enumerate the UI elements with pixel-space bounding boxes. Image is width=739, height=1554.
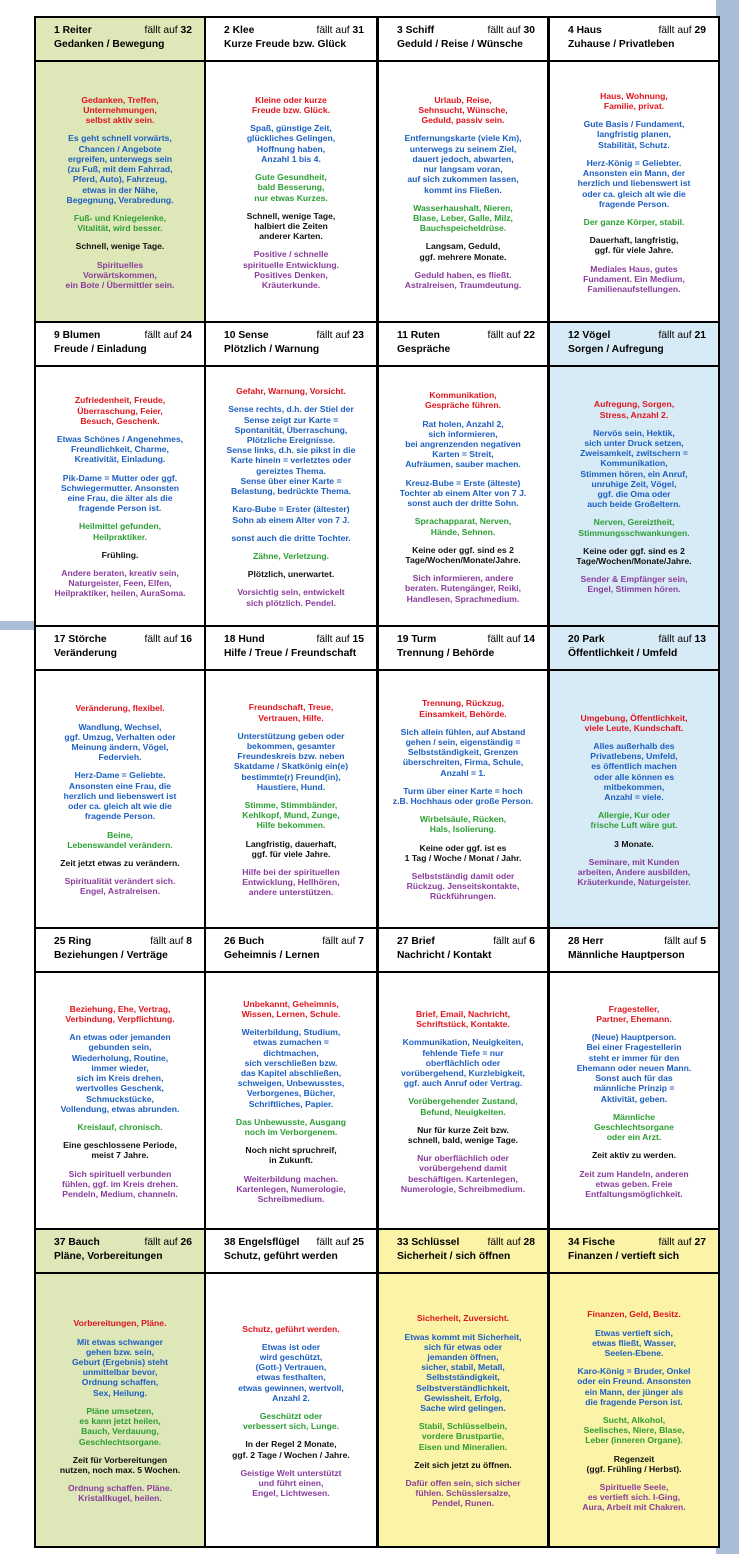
card-header: [36, 929, 204, 973]
meaning-text: In der Regel 2 Monate, ggf. 2 Tage / Wochen / Jahre.: [232, 1439, 350, 1460]
falls-on-prefix: fällt auf: [144, 330, 178, 341]
falls-on-number: 21: [694, 330, 706, 341]
card-title: 25 Ring: [54, 936, 92, 947]
meaning-text: Hilfe bei der spirituellen Entwicklung, Hellhören, andere unterstützen.: [242, 867, 340, 898]
falls-on-label: [150, 935, 192, 949]
card: [36, 18, 204, 321]
falls-on-label: [322, 935, 364, 949]
card-header: [206, 627, 376, 671]
meaning-text: Umgebung, Öffentlichkeit, viele Leute, Kundschaft.: [580, 712, 688, 733]
meaning-text: Das Unbewusste, Ausgang noch im Verborgenem.: [236, 1116, 346, 1137]
card-body: [36, 64, 204, 321]
card-body: [550, 369, 718, 625]
meaning-text: Pik-Dame = Mutter oder ggf. Schwiegermutter. Ansonsten eine Frau, die älter als die fragende Person ist.: [60, 472, 180, 514]
meaning-text: Nervös sein, Hektik, sich unter Druck setzen, Zweisamkeit, zwitschern = Kommunikation, Stimmen hören, ein Anruf, unruhige Zeit, Vögel, ggf. die Oma oder auch beide Großeltern.: [580, 427, 688, 510]
meaning-text: Zeit sich jetzt zu öffnen.: [414, 1459, 512, 1470]
falls-on-label: [144, 1236, 192, 1250]
meaning-text: Aufregung, Sorgen, Stress, Anzahl 2.: [593, 399, 675, 420]
meaning-text: Schnell, wenige Tage.: [75, 241, 165, 252]
meaning-text: Zeit aktiv zu werden.: [591, 1150, 677, 1161]
meaning-text: Alles außerhalb des Privatlebens, Umfeld, es öffentlich machen oder alle können es mitbekommen, Anzahl = viele.: [590, 740, 678, 802]
meaning-text: Regenzeit (ggf. Frühling / Herbst).: [586, 1453, 682, 1474]
falls-on-label: [658, 329, 706, 343]
meaning-text: Brief, Email, Nachricht, Schriftstück, Kontakte.: [415, 1008, 511, 1030]
card-header: [206, 929, 376, 973]
card-body: [379, 1276, 547, 1546]
card-subtitle: Plötzlich / Warnung: [224, 344, 320, 355]
card-body: [550, 64, 718, 321]
meaning-text: Gute Gesundheit, bald Besserung, nur etwas Kurzes.: [254, 172, 328, 203]
card: [36, 1230, 204, 1546]
card-title: 19 Turm: [397, 634, 437, 645]
meaning-text: Beine, Lebenswandel verändern.: [67, 829, 173, 850]
card-subtitle: Veränderung: [54, 648, 117, 659]
card-title: 17 Störche: [54, 634, 107, 645]
card-body: [36, 975, 204, 1228]
meaning-text: Freundschaft, Treue, Vertrauen, Hilfe.: [248, 702, 334, 723]
meaning-text: Seminare, mit Kunden arbeiten, Andere ausbilden, Kräuterkunde, Naturgeister.: [577, 856, 691, 888]
meaning-text: Turm über einer Karte = hoch z.B. Hochhaus oder große Person.: [392, 785, 534, 806]
falls-on-prefix: fällt auf: [144, 25, 178, 36]
falls-on-prefix: fällt auf: [487, 1237, 521, 1248]
card-body: [206, 369, 376, 625]
card: [206, 627, 376, 927]
card-header: [36, 1230, 204, 1274]
falls-on-number: 30: [523, 25, 535, 36]
card-title: 27 Brief: [397, 936, 435, 947]
card-header: [550, 1230, 718, 1274]
card-body: [379, 64, 547, 321]
meaning-text: Spiritualität verändert sich. Engel, Astralreisen.: [64, 876, 176, 897]
falls-on-number: 8: [186, 936, 192, 947]
meaning-text: Heilmittel gefunden, Heilpraktiker.: [78, 521, 162, 542]
card-title: 34 Fische: [568, 1237, 615, 1248]
meaning-text: Kommunikation, Neuigkeiten, fehlende Tiefe = nur oberflächlich oder vorübergehend, Kurzlebigkeit, ggf. auch Anruf oder Vertrag.: [401, 1037, 525, 1089]
meaning-text: Zeit jetzt etwas zu verändern.: [60, 857, 180, 868]
card-title: 4 Haus: [568, 25, 602, 36]
falls-on-prefix: fällt auf: [144, 634, 178, 645]
meaning-text: Beziehung, Ehe, Vertrag, Verbindung, Verpflichtung.: [65, 1003, 175, 1025]
meaning-text: Wirbelsäule, Rücken, Hals, Isolierung.: [419, 814, 507, 835]
card: [379, 323, 547, 625]
meaning-text: Noch nicht spruchreif, in Zukunft.: [245, 1145, 337, 1166]
card-header: [379, 18, 547, 62]
card-title: 2 Klee: [224, 25, 255, 36]
falls-on-number: 13: [694, 634, 706, 645]
card-subtitle: Pläne, Vorbereitungen: [54, 1251, 163, 1262]
card-subtitle: Gespräche: [397, 344, 451, 355]
meaning-text: Urlaub, Reise, Sehnsucht, Wünsche, Geduld, passiv sein.: [418, 94, 508, 126]
falls-on-label: [144, 633, 192, 647]
meaning-text: Finanzen, Geld, Besitz.: [587, 1309, 681, 1320]
card-body: [206, 975, 376, 1228]
meaning-text: Herz-Dame = Geliebte. Ansonsten eine Frau, die herzlich und liebenswert ist oder ca. gleich alt wie die fragende Person.: [63, 770, 177, 822]
meaning-text: Haus, Wohnung, Familie, privat.: [600, 90, 668, 112]
card: [550, 18, 718, 321]
card-header: [36, 627, 204, 671]
card-subtitle: Kurze Freude bzw. Glück: [224, 39, 347, 50]
meaning-text: Langsam, Geduld, ggf. mehrere Monate.: [419, 241, 507, 262]
meaning-text: Herz-König = Geliebter. Ansonsten ein Mann, der herzlich und liebenswert ist oder ca. gleich alt wie die fragende Person.: [577, 157, 691, 209]
card-body: [206, 64, 376, 321]
card-body: [379, 673, 547, 927]
meaning-text: An etwas oder jemanden gebunden sein, Wiederholung, Routine, immer wieder, sich im Kreis drehen, wertvolles Geschenk, Schmuckstücke, Vollendung, etwas abrunden.: [60, 1032, 180, 1114]
card-header: [550, 627, 718, 671]
card-body: [36, 1276, 204, 1546]
meaning-text: Nur für kurze Zeit bzw. schnell, bald, wenige Tage.: [407, 1124, 519, 1145]
meaning-text: Pläne umsetzen, es kann jetzt heilen, Bauch, Verdauung, Geschlechtsorgane.: [78, 1405, 162, 1447]
meaning-text: Kreislauf, chronisch.: [77, 1121, 163, 1132]
card-subtitle: Gedanken / Bewegung: [54, 39, 165, 50]
meaning-text: Zeit für Vorbereitungen nutzen, noch max. 5 Wochen.: [59, 1454, 181, 1475]
card-subtitle: Sicherheit / sich öffnen: [397, 1251, 511, 1262]
falls-on-number: 28: [523, 1237, 535, 1248]
card-subtitle: Geduld / Reise / Wünsche: [397, 39, 523, 50]
card-title: 3 Schiff: [397, 25, 435, 36]
card-body: [206, 1276, 376, 1546]
falls-on-label: [493, 935, 535, 949]
falls-on-number: 23: [352, 330, 364, 341]
meaning-text: Männliche Geschlechtsorgane oder ein Arzt.: [594, 1111, 674, 1143]
meaning-text: Sucht, Alkohol, Seelisches, Niere, Blase, Leber (inneren Organe).: [583, 1415, 685, 1446]
meaning-text: Sender & Empfänger sein, Engel, Stimmen hören.: [580, 574, 688, 595]
card-title: 12 Vögel: [568, 330, 611, 341]
meaning-text: Nur oberflächlich oder vorübergehend damit beschäftigen. Kartenlegen, Numerologie, Schreibmedium.: [400, 1153, 526, 1194]
meaning-text: Gedanken, Treffen, Unternehmungen, selbst aktiv sein.: [81, 94, 159, 126]
falls-on-number: 32: [180, 25, 192, 36]
meaning-text: Schutz, geführt werden.: [242, 1323, 340, 1334]
meaning-text: Weiterbildung, Studium, etwas zumachen = dichtmachen, sich verschließen bzw. das Kapitel abschließen, schweigen, Unbewusstes, Verborgenes, Bücher, Schriftliches, Papier.: [237, 1027, 345, 1109]
meaning-text: Rat holen, Anzahl 2, sich informieren, bei angrenzenden negativen Karten = Streit, Aufräumen, sauber machen.: [405, 418, 521, 470]
card-title: 37 Bauch: [54, 1237, 100, 1248]
card-title: 38 Engelsflügel: [224, 1237, 300, 1248]
card: [379, 929, 547, 1228]
card-title: 9 Blumen: [54, 330, 101, 341]
card-header: [379, 323, 547, 367]
falls-on-prefix: fällt auf: [316, 330, 350, 341]
meaning-text: Geistige Welt unterstützt und führt einen, Engel, Lichtwesen.: [240, 1467, 342, 1499]
meaning-text: Kommunikation, Gespräche führen.: [425, 390, 501, 411]
card-subtitle: Beziehungen / Verträge: [54, 950, 168, 961]
falls-on-prefix: fällt auf: [316, 1237, 350, 1248]
meaning-text: Dafür offen sein, sich sicher fühlen. Schüsslersalze, Pendel, Runen.: [405, 1478, 521, 1509]
falls-on-label: [487, 329, 535, 343]
meaning-text: Etwas vertieft sich, etwas fließt, Wasser, Seelen-Ebene.: [592, 1327, 676, 1358]
meaning-text: Der ganze Körper, stabil.: [583, 216, 685, 227]
meaning-text: Sich spirituell verbunden fühlen, ggf. im Kreis drehen. Pendeln, Medium, channeln.: [61, 1168, 179, 1199]
card: [206, 1230, 376, 1546]
falls-on-prefix: fällt auf: [322, 936, 356, 947]
card-subtitle: Trennung / Behörde: [397, 648, 495, 659]
meaning-text: Zufriedenheit, Freude, Überraschung, Feier, Besuch, Geschenk.: [74, 395, 166, 426]
card: [550, 627, 718, 927]
falls-on-label: [658, 633, 706, 647]
card: [550, 323, 718, 625]
card-header: [379, 929, 547, 973]
card-header: [206, 1230, 376, 1274]
falls-on-prefix: fällt auf: [150, 936, 184, 947]
falls-on-number: 31: [352, 25, 364, 36]
card-title: 20 Park: [568, 634, 605, 645]
meaning-text: Unterstützung geben oder bekommen, gesamter Freundeskreis bzw. neben Skatdame / Skatkönig ein(e) bestimmte(r) Freund(in), Haustiere, Hund.: [233, 730, 349, 792]
meaning-text: Kleine oder kurze Freude bzw. Glück.: [252, 94, 330, 116]
falls-on-number: 6: [529, 936, 535, 947]
meaning-text: Geduld haben, es fließt. Astralreisen, Traumdeutung.: [404, 269, 522, 290]
falls-on-prefix: fällt auf: [316, 25, 350, 36]
card: [550, 929, 718, 1228]
meaning-text: Keine oder ggf. sind es 2 Tage/Wochen/Monate/Jahre.: [576, 545, 692, 567]
meaning-text: Stabil, Schlüsselbein, vordere Brustpartie, Eisen und Mineralien.: [418, 1421, 508, 1452]
meaning-text: Ordnung schaffen. Pläne. Kristallkugel, heilen.: [67, 1483, 173, 1504]
card: [206, 929, 376, 1228]
meaning-text: Mediales Haus, gutes Fundament. Ein Medium, Familienaufstellungen.: [583, 263, 685, 294]
card: [36, 323, 204, 625]
card: [206, 18, 376, 321]
meaning-text: Sich informieren, andere beraten. Rutengänger, Reiki, Handlesen, Sprachmedium.: [404, 573, 522, 604]
falls-on-prefix: fällt auf: [493, 936, 527, 947]
card-header: [550, 323, 718, 367]
meaning-text: Kreuz-Bube = Erste (älteste) Tochter ab einem Alter von 7 J. sonst auch der dritte Sohn.: [399, 477, 527, 509]
meaning-text: Entfernungskarte (viele Km), unterwegs zu seinem Ziel, dauert jedoch, abwarten, nur langsam voran, auf sich zukommen lassen, kommt ins Fließen.: [404, 133, 522, 195]
meaning-text: Stimme, Stimmbänder, Kehlkopf, Mund, Zunge, Hilfe bekommen.: [242, 800, 340, 831]
card-subtitle: Nachricht / Kontakt: [397, 950, 492, 961]
card-body: [379, 975, 547, 1228]
card-subtitle: Hilfe / Treue / Freundschaft: [224, 648, 357, 659]
card-header: [379, 627, 547, 671]
card-body: [550, 1276, 718, 1546]
meaning-text: Positive / schnelle spirituelle Entwicklung. Positives Denken, Kräuterkunde.: [243, 249, 339, 290]
meaning-text: Nerven, Gereiztheit, Stimmungsschwankungen.: [578, 517, 690, 538]
card: [206, 323, 376, 625]
falls-on-label: [487, 24, 535, 38]
meaning-text: Keine oder ggf. ist es 1 Tag / Woche / Monat / Jahr.: [404, 842, 522, 863]
card: [550, 1230, 718, 1546]
card-subtitle: Männliche Hauptperson: [568, 950, 685, 961]
falls-on-label: [316, 1236, 364, 1250]
meaning-text: Sprachapparat, Nerven, Hände, Sehnen.: [414, 516, 512, 537]
meaning-text: Unbekannt, Geheimnis, Wissen, Lernen, Schule.: [241, 998, 341, 1019]
falls-on-prefix: fällt auf: [658, 1237, 692, 1248]
card: [36, 929, 204, 1228]
card-subtitle: Sorgen / Aufregung: [568, 344, 664, 355]
card: [36, 627, 204, 927]
card-subtitle: Zuhause / Privatleben: [568, 39, 675, 50]
falls-on-label: [487, 1236, 535, 1250]
meaning-text: Fragesteller, Partner, Ehemann.: [596, 1003, 672, 1025]
falls-on-label: [316, 24, 364, 38]
meaning-text: Zähne, Verletzung.: [253, 550, 329, 561]
card-subtitle: Freude / Einladung: [54, 344, 147, 355]
meaning-text: Trennung, Rückzug, Einsamkeit, Behörde.: [419, 698, 507, 719]
meaning-text: Geschützt oder verbessert sich, Lunge.: [243, 1411, 339, 1432]
meaning-text: Spirituelle Seele, es vertieft sich. I-Ging, Aura, Arbeit mit Chakren.: [582, 1482, 686, 1513]
card-header: [379, 1230, 547, 1274]
falls-on-label: [664, 935, 706, 949]
card-header: [550, 929, 718, 973]
card-header: [206, 323, 376, 367]
falls-on-prefix: fällt auf: [658, 25, 692, 36]
card-title: 10 Sense: [224, 330, 269, 341]
card-header: [36, 323, 204, 367]
meaning-text: sonst auch die dritte Tochter.: [231, 532, 351, 543]
meaning-text: Frühling.: [101, 549, 139, 560]
falls-on-label: [144, 24, 192, 38]
falls-on-prefix: fällt auf: [487, 634, 521, 645]
meaning-text: Es geht schnell vorwärts, Chancen / Angebote ergreifen, unterwegs sein (zu Fuß, mit dem Fahrrad, Pferd, Auto), Fahrzeug, etwas in der Nähe, Begegnung, Verabredung.: [66, 133, 174, 205]
falls-on-label: [658, 1236, 706, 1250]
meaning-text: Mit etwas schwanger gehen bzw. sein, Geburt (Ergebnis) steht unmittelbar bevor, Ordnung schaffen, Sex, Heilung.: [72, 1336, 168, 1398]
card-grid: [34, 16, 720, 1548]
meaning-text: Plötzlich, unerwartet.: [247, 569, 335, 580]
card-title: 18 Hund: [224, 634, 265, 645]
card-body: [550, 975, 718, 1228]
meaning-text: Selbstständig damit oder Rückzug. Jenseitskontakte, Rückführungen.: [406, 871, 520, 902]
meaning-text: Spirituelles Vorwärtskommen, ein Bote / Übermittler sein.: [65, 259, 175, 290]
divider-accent: [0, 621, 38, 630]
meaning-text: Sicherheit, Zuversicht.: [416, 1313, 510, 1324]
meaning-text: Etwas ist oder wird geschützt, (Gott-) Vertrauen, etwas festhalten, etwas gewinnen, wertvoll, Anzahl 2.: [238, 1341, 344, 1403]
meaning-text: Wandlung, Wechsel, ggf. Umzug, Verhalten oder Meinung ändern, Vögel, Federvieh.: [64, 721, 176, 763]
falls-on-prefix: fällt auf: [316, 634, 350, 645]
meaning-text: (Neue) Hauptperson. Bei einer Fragestellerin steht er immer für den Ehemann oder neuen Mann. Sonst auch für das männliche Prinzip = Aktivität, geben.: [576, 1032, 692, 1104]
falls-on-number: 29: [694, 25, 706, 36]
falls-on-label: [658, 24, 706, 38]
card-subtitle: Geheimnis / Lernen: [224, 950, 320, 961]
meaning-text: Andere beraten, kreativ sein, Naturgeister, Feen, Elfen, Heilpraktiker, heilen, AuraSoma.: [54, 568, 186, 599]
meaning-text: Zeit zum Handeln, anderen etwas geben. Freie Entfaltungsmöglichkeit.: [579, 1168, 689, 1199]
card-header: [206, 18, 376, 62]
meaning-text: 3 Monate.: [614, 838, 654, 849]
falls-on-number: 27: [694, 1237, 706, 1248]
falls-on-number: 7: [358, 936, 364, 947]
falls-on-prefix: fällt auf: [664, 936, 698, 947]
falls-on-number: 5: [700, 936, 706, 947]
card-body: [36, 369, 204, 625]
card-header: [550, 18, 718, 62]
meaning-text: Etwas kommt mit Sicherheit, sich für etwas oder jemanden öffnen, sicher, stabil, Metall, Selbstständigkeit, Selbstverständlichkeit, Gewissheit, Erfolg, Sache wird gelingen.: [404, 1331, 522, 1413]
card: [379, 1230, 547, 1546]
card-subtitle: Öffentlichkeit / Umfeld: [568, 648, 678, 659]
falls-on-number: 15: [352, 634, 364, 645]
meaning-text: Vorsichtig sein, entwickelt sich plötzlich. Pendel.: [237, 587, 345, 608]
meaning-text: Gute Basis / Fundament, langfristig planen, Stabilität, Schutz.: [583, 119, 685, 150]
falls-on-number: 14: [523, 634, 535, 645]
falls-on-prefix: fällt auf: [487, 330, 521, 341]
meaning-text: Vorübergehender Zustand, Befund, Neuigkeiten.: [408, 1096, 518, 1117]
falls-on-number: 26: [180, 1237, 192, 1248]
card-title: 33 Schlüssel: [397, 1237, 460, 1248]
meaning-text: Gefahr, Warnung, Vorsicht.: [236, 386, 346, 397]
meaning-text: Veränderung, flexibel.: [75, 703, 165, 714]
falls-on-prefix: fällt auf: [658, 634, 692, 645]
meaning-text: Etwas Schönes / Angenehmes, Freundlichkeit, Charme, Kreativität, Einladung.: [56, 433, 184, 465]
meaning-text: Sense rechts, d.h. der Stiel der Sense zeigt zur Karte = Spontanität, Überraschung, Plötzliche Ereignisse. Sense links, d.h. sie pikst in die Karte hinein = verletztes oder gereiztes Thema. Sense über einer Karte = Belastung, bedrückte Thema.: [226, 404, 356, 497]
card-title: 1 Reiter: [54, 25, 92, 36]
meaning-text: Allergie, Kur oder frische Luft wäre gut.: [590, 810, 678, 831]
falls-on-prefix: fällt auf: [144, 1237, 178, 1248]
card-title: 28 Herr: [568, 936, 604, 947]
meaning-text: Keine oder ggf. sind es 2 Tage/Wochen/Monate/Jahre.: [405, 544, 521, 565]
meaning-text: Vorbereitungen, Pläne.: [73, 1318, 167, 1329]
falls-on-prefix: fällt auf: [658, 330, 692, 341]
meaning-text: Sich allein fühlen, auf Abstand gehen / sein, eigenständig = Selbstständigkeit, Grenzen überschreiten, Firma, Schule, Anzahl = 1.: [400, 726, 526, 778]
meaning-text: Karo-König = Bruder, Onkel oder ein Freund. Ansonsten ein Mann, der jünger als die fragende Person ist.: [577, 1366, 691, 1407]
card-header: [36, 18, 204, 62]
falls-on-label: [487, 633, 535, 647]
falls-on-label: [316, 633, 364, 647]
card: [379, 18, 547, 321]
meaning-text: Wasserhaushalt, Nieren, Blase, Leber, Galle, Milz, Bauchspeicheldrüse.: [413, 202, 513, 234]
falls-on-number: 22: [523, 330, 535, 341]
meaning-text: Dauerhaft, langfristig, ggf. für viele Jahre.: [589, 235, 679, 256]
falls-on-number: 24: [180, 330, 192, 341]
falls-on-label: [144, 329, 192, 343]
falls-on-prefix: fällt auf: [487, 25, 521, 36]
card-body: [550, 673, 718, 927]
card-body: [206, 673, 376, 927]
meaning-text: Karo-Bube = Erster (ältester) Sohn ab einem Alter von 7 J.: [232, 504, 350, 525]
meaning-text: Weiterbildung machen. Kartenlegen, Numerologie, Schreibmedium.: [236, 1173, 346, 1205]
meaning-text: Fuß- und Kniegelenke, Vitalität, wird besser.: [73, 212, 167, 234]
card-title: 26 Buch: [224, 936, 265, 947]
card-body: [379, 369, 547, 625]
falls-on-number: 25: [352, 1237, 364, 1248]
card: [379, 627, 547, 927]
meaning-text: Spaß, günstige Zeit, glückliches Gelingen, Hoffnung haben, Anzahl 1 bis 4.: [246, 123, 336, 164]
card-body: [36, 673, 204, 927]
meaning-text: Eine geschlossene Periode, meist 7 Jahre.: [63, 1140, 177, 1161]
falls-on-number: 16: [180, 634, 192, 645]
meaning-text: Schnell, wenige Tage, halbiert die Zeiten anderer Karten.: [246, 210, 336, 242]
card-subtitle: Schutz, geführt werden: [224, 1251, 338, 1262]
meaning-text: Langfristig, dauerhaft, ggf. für viele Jahre.: [245, 838, 337, 859]
falls-on-label: [316, 329, 364, 343]
card-subtitle: Finanzen / vertieft sich: [568, 1251, 680, 1262]
card-title: 11 Ruten: [397, 330, 440, 341]
